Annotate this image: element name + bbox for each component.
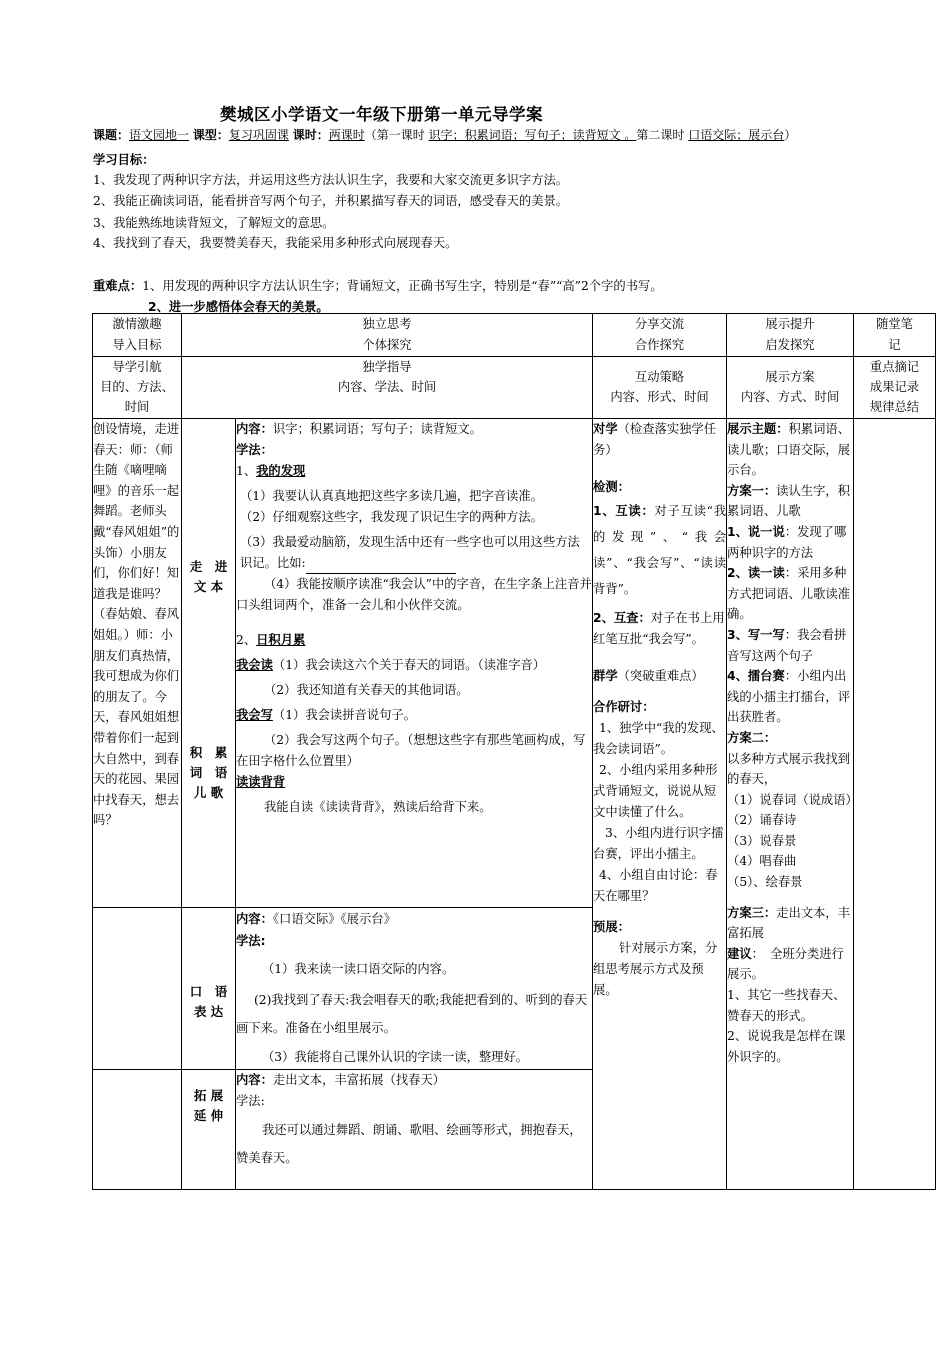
subheader-plan: 展示方案 内容、方式、时间 xyxy=(727,357,854,419)
label-kouyu: 口 语 xyxy=(189,984,228,999)
hours-label: 课时： xyxy=(292,128,329,142)
section-label-cell: 口 语 表 达 xyxy=(182,908,236,1070)
strategy-cell: 对学（检查落实独学任务） 检测： 1、互读：对子互读“我的发现”、“我会读”、“我会写”、“读读背背”。 2、互查：对子在书上用红笔互批“我会写”。 群学（突破重难点） 合作研讨： 1、独学中“我的发现、我会读词语”。 2、小组内采用多种形式背诵短文，说说从短文中读懂了什么。 3、小组内进行识字擂台赛，评出小擂主。 4、小组自由讨论：春天在哪里？ 预展： 针对展示方案，分组思考展示方式及预展。 xyxy=(593,419,727,1190)
table-header-row xyxy=(93,314,936,357)
second-period-label: 第二课时 xyxy=(636,128,685,142)
key-points-line xyxy=(93,276,663,294)
self-study-cell-2: 内容：《口语交际》《展示台》 学法: （1）我来读一读口语交际的内容。 (2)我找到了春天:我会唱春天的歌;我能把看到的、听到的春天画下来。准备在小组里展示。 （3）我能将自己课外认识的字读一读，整理好。 xyxy=(236,908,593,1070)
header-suffix: ） xyxy=(784,128,797,142)
hours-value: 两课时 xyxy=(328,128,365,142)
key-points-text: 1、用发现的两种识字方法认识生字；背诵短文，正确书写生字，特别是“春”“高”2个字的书写。 xyxy=(142,279,663,293)
section-label-cell: 走 进 文 本 积 累 词 语 儿 歌 xyxy=(182,419,236,908)
label-zoujin: 走 进 xyxy=(189,559,228,574)
subject-label: 课题： xyxy=(93,128,130,142)
label-jilei: 积 累 xyxy=(189,745,228,760)
goal-item: 2、我能正确读词语，能看拼音写两个句子，并积累描写春天的词语，感受春天的美景。 xyxy=(93,194,569,208)
goal-item: 3、我能熟练地读背短文，了解短文的意思。 xyxy=(93,216,335,230)
intro-cell-empty xyxy=(93,908,182,1070)
section-label-cell: 拓 展 延 伸 xyxy=(182,1070,236,1190)
lesson-header xyxy=(93,126,943,143)
col-header-share: 分享交流 合作探究 xyxy=(593,314,727,357)
notes-cell xyxy=(854,419,936,1190)
display-plan-cell: 展示主题：积累词语、读儿歌；口语交际，展示台。 方案一：读认生字，积累词语、儿歌 1、说一说：发现了哪两种识字的方法 2、读一读：采用多种方式把词语、儿歌读准确。 3、写一写：我会看拼音写这两个句子 4、擂台赛：小组内出线的小擂主打擂台，评出获胜者。 方案二： 以多种方式展示我找到的春天， （1）说春词（说成语） （2）诵春诗 （3）说春景 （4）唱春曲 （5）、绘春景 方案三：走出文本，丰富拓展 建议： 全班分类进行展示。 1、其它一些找春天、赞春天的形式。 2、说说我是怎样在课外识字的。 xyxy=(727,419,854,1190)
section-daily-accumulation: 日积月累 xyxy=(256,633,306,647)
intro-cell-empty xyxy=(93,1070,182,1190)
key-points-line-2: 2、进一步感悟体会春天的美景。 xyxy=(148,300,329,314)
document-title: 樊城区小学语文一年级下册第一单元导学案 xyxy=(220,105,543,124)
label-tuozhan: 拓 展 xyxy=(193,1088,224,1103)
table-row-section-1 xyxy=(93,419,936,908)
col-header-notes: 随堂笔 记 xyxy=(854,314,936,357)
goal-item: 4、我找到了春天，我要赞美春天，我能采用多种形式向展现春天。 xyxy=(93,236,458,250)
key-points-label: 重难点： xyxy=(93,279,143,293)
col-header-independent: 独立思考 个体探究 xyxy=(182,314,593,357)
subheader-notes: 重点摘记 成果记录 规律总结 xyxy=(854,357,936,419)
goal-item: 1、我发现了两种识字方法，并运用这些方法认识生字，我要和大家交流更多识字方法。 xyxy=(93,173,569,187)
type-label: 课型： xyxy=(192,128,229,142)
goals-heading: 学习目标： xyxy=(93,153,155,167)
col-header-display: 展示提升 启发探究 xyxy=(727,314,854,357)
type-value: 复习巩固课 xyxy=(228,128,289,142)
subheader-guide: 导学引航 目的、方法、 时间 xyxy=(93,357,182,419)
section-my-discovery: 我的发现 xyxy=(256,464,306,478)
subheader-self-study: 独学指导 内容、学法、时间 xyxy=(182,357,593,419)
lesson-plan-table xyxy=(92,313,936,1190)
self-study-cell-3: 内容：走出文本，丰富拓展（找春天） 学法: 我还可以通过舞蹈、朗诵、歌唱、绘画等形式，拥抱春天，赞美春天。 xyxy=(236,1070,593,1190)
first-period-label: （第一课时 xyxy=(364,128,425,142)
second-period-content: 口语交际；展示台 xyxy=(688,128,785,142)
intro-cell: 创设情境，走进春天：师：（师生随《嘀哩嘀哩》的音乐一起舞蹈。老师头戴“春风姐姐”的头饰）小朋友们，你们好！知道我是谁吗？（春姑娘、春风姐姐。）师：小朋友们真热情，我可想成为你们的朋友了。今天，春风姐姐想带着你们一起到大自然中，到春天的花园、果园中找春天，想去吗？ xyxy=(93,419,182,908)
table-subheader-row xyxy=(93,357,936,419)
subheader-strategy: 互动策略 内容、形式、时间 xyxy=(593,357,727,419)
subject-value: 语文园地一 xyxy=(129,128,190,142)
col-header-intro: 激情激趣 导入目标 xyxy=(93,314,182,357)
self-study-cell-1: 内容：识字；积累词语；写句子；读背短文。 学法： 1、我的发现 （1）我要认认真真地把这些字多读几遍，把字音读准。 （2）仔细观察这些字，我发现了识记生字的两种方法。 （3）我最爱动脑筋，发现生活中还有一些字也可以用这些方法识记。比如: （4）我能按顺序读准“我会认”中的字音，在生字条上注音并口头组词两个，准备一会儿和小伙伴交流。 2、日积月累 我会读（1）我会读这六个关于春天的词语。（读准字音） （2）我还知道有关春天的其他词语。 我会写（1）我会读拼音说句子。 （2）我会写这两个句子。（想想这些字有那些笔画构成，写在田字格什么位置里） 读读背背 我能自读《读读背背》，熟读后给背下来。 xyxy=(236,419,593,908)
first-period-content: 识字；积累词语；写句子；读背短文 。 xyxy=(428,128,637,142)
